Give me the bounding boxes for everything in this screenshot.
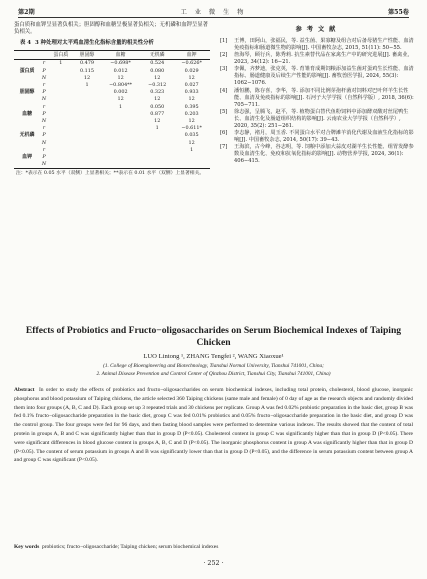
row-group-label [14,161,40,169]
table-cell: −0.312 [148,82,167,89]
table-cell: 0.029 [184,67,199,74]
statistic-label: P [42,154,46,161]
table-cell [74,132,100,139]
table-cell: 12 [117,96,124,103]
english-title: Effects of Probiotics and Fructo−oligosaccharides on Serum Biochemical Indexes of Taiping Chicken [25,325,402,348]
reference-number: [5] [220,108,228,115]
table-row [14,125,210,132]
table-cell [48,96,74,103]
statistic-label: r [42,82,46,89]
table-cell [48,147,74,154]
table-cell: 1 [119,103,123,110]
table-header-cell: 血糖 [100,51,141,60]
reference-number: [2] [220,52,228,59]
row-group-label [14,118,40,125]
table-cell: 0.050 [150,103,165,110]
statistic-label: r [42,125,46,132]
table-cell: 0.080 [150,67,165,74]
table-cell: 0.524 [150,60,165,67]
table-row [14,147,210,154]
table-header-cell [40,51,48,60]
table-cell: 0.027 [184,82,199,89]
table-cell [74,147,100,154]
table-cell: 0.002 [113,89,128,96]
table-cell: 0.323 [150,89,165,96]
table-cell [141,140,173,147]
table-header-cell: 蛋白质 [48,51,74,60]
statistic-label: P [42,89,46,96]
table-row [14,140,210,147]
table-header-cell [14,51,40,60]
table-cell: 0.203 [184,110,199,117]
table-cell [74,104,100,111]
table-cell: −0.626* [181,60,202,67]
table-cell [141,132,173,139]
row-group-label: 蛋白质 [19,67,35,74]
table-cell [100,132,141,139]
statistic-label: N [41,118,47,125]
table-cell: 12 [154,96,161,103]
table-row [14,75,210,82]
table-cell [100,161,141,169]
reference-number: [6] [220,129,228,136]
table-cell: 12 [188,118,195,125]
table-row [14,104,210,111]
table-caption [14,40,210,47]
table-cell [74,96,100,103]
abstract-text: In order to study the effects of probiotics and fructo−oligosaccharides on serum biochemical indexes, including total protein, cholesterol, blood glucose, inorganic phosphorus and blood potassium of Taiping chickens, the article selected 360 Taiping chickens (same male and female) of 0 day of age as the research objects and randomly divided them into four groups (A, B, C and D). Each group set up 3 repeated trials and 30 chickens per replicate. Group A was fed 0.02% probiotic preparation in the basic diet, group B was fed 0.1% fructo−oligosaccharide preparation in the basic diet, group C was fed 0.01% probiotics and 0.05% fructo−oligosaccharide preparation in the basic diet, and group D was the control group. The four groups were fed for 96 days, and then fasting blood samples were performed to determine various indexes. The results showed that the content of total protein in groups A, B and C was significantly higher than that in group D (P<0.05). Cholesterol content in group C was significantly higher than that in group D (P<0.05). There were significant differences in blood glucose content in groups A, B, C and D (P<0.05). The inorganic phosphorus content in group A was significantly higher than that in group D (P<0.05). The content of serum potassium in groups A and B was significantly lower than that in group D (P<0.05), and the difference in serum potassium content between group A and group C was significant (P<0.05). [14,387,413,464]
table-row [14,89,210,96]
table-header-row [14,51,210,60]
table-cell [100,147,141,154]
reference-text: 李佩，齐梦迪，张克英，等. 育雏育成期饲粮添加益生菌对蛋鸡生长性能、血清指标、肠道健康及后续生产性能的影响[J]. 畜牧兽医学报, 2024, 55(3): 1062−1076. [234,66,414,87]
table-cell: 1 [85,82,89,89]
table-cell: 0.035 [184,132,199,139]
affiliation-2: 2. Animal Disease Prevention and Control Center of Qinzhou District, Tianshui City, Tianshui 741001, China) [96,371,331,377]
row-group-label: 无机磷 [19,132,35,139]
table-row [14,161,210,169]
table-cell: 12 [117,74,124,81]
header-rule [18,17,409,18]
table-cell: 0.012 [113,67,128,74]
statistic-label: P [42,110,46,117]
journal-name: 工 业 微 生 物 [180,9,247,16]
table-cell [173,161,210,169]
table-row [14,60,210,68]
reference-text: 潘恒鹏，陈存喜，李华，等. 添加不同比例芽孢杆菌对饲料对巴叶拜羊生长性能、血清及免疫指标的影响[J]. 石河子大学学报（自然科学版）, 2018, 36(6): 705−711. [234,87,414,108]
table-cell: 0.479 [80,60,95,67]
row-group-label: 胆固醇 [19,89,35,96]
table-cell: 12 [188,139,195,146]
table-body [14,60,210,169]
reference-number: [1] [220,38,228,44]
volume-number: 第55卷 [388,9,409,16]
reference-item [220,66,416,87]
reference-text: 王博，田阿山，张福民，等. 益生菌、果寡糖及组合对后备母猪生产性能、血清免疫指标和肠道微生物的影响[J]. 中国畜牧杂志, 2015, 51(11): 50−55. [234,38,414,51]
reference-number: [4] [220,87,228,94]
reference-text: 王海滨，古今峰，谷志明，等. 饲粮中添加大蒜皮对湖羊生长性能、组胃发酵参数及血清生化、免疫和抗氧化指标的影响[J]. 动物营养学报, 2024, 36(1): 406−415. [234,144,414,165]
keywords [14,544,413,550]
left-column [14,22,210,178]
table-cell [74,118,100,125]
statistic-label: N [41,74,47,81]
table-caption-text: 3 种处理对太平鸡血清生化指标含量的相关性分析 [35,40,154,47]
table-cell [48,140,74,147]
row-group-label [14,96,40,103]
right-column [220,22,416,165]
correlation-table [14,50,210,169]
table-cell [100,140,141,147]
table-cell: 0.933 [184,89,199,96]
table-caption-number: 表 4 [20,40,32,47]
table-cell [74,140,100,147]
table-cell [173,154,210,161]
table-header-cell: 无机磷 [141,51,173,60]
table-cell: 1 [59,60,63,67]
reference-item [220,88,416,109]
table-cell [48,161,74,169]
table-cell [48,132,74,139]
affiliation-1: (1. College of Bioengineering and Biotechnology, Tianshui Normal University, Tianshui 741001, China; [103,363,324,369]
table-row [14,111,210,118]
table-cell [74,111,100,118]
authors: LUO Lintong ¹, ZHANG Tengfei ², WANG Xiaoxue¹ [143,353,284,360]
references-title: 参考文献 [295,26,341,33]
table-cell [100,125,141,132]
keywords-text: probiotics; fructo−oligosaccharide; Taiping chicken; serum biochemical indexes [41,544,219,550]
table-cell [100,118,141,125]
table-cell [48,118,74,125]
reference-number: [7] [220,144,228,151]
table-cell [74,161,100,169]
table-cell: 0.115 [80,67,95,74]
table-cell: 12 [188,96,195,103]
table-row [14,118,210,125]
reference-item [220,144,416,165]
issue-number: 第2期 [18,9,35,16]
table-cell [74,89,100,96]
reference-text: 李志静，褚月，周玉香. 不同蛋白水平对合牌滩羊消化代谢及血液生化指标的影响[J]. 中国畜牧杂志, 2014, 50(17): 39−43. [234,129,414,143]
row-group-label [14,147,40,154]
table-cell: 0.877 [150,110,165,117]
statistic-label: N [41,161,47,168]
table-cell [48,154,74,161]
table-cell: 12 [188,74,195,81]
table-cell: 12 [83,74,91,81]
reference-item [220,38,416,52]
statistic-label: N [41,96,47,103]
table-row [14,154,210,161]
table-cell: 12 [154,118,161,125]
abstract-label: Abstract [14,387,35,393]
statistic-label: r [42,103,46,110]
table-cell [141,161,173,169]
table-cell [48,75,74,82]
table-cell [141,154,173,161]
table-cell: 0.395 [184,103,199,110]
abstract [14,386,413,465]
table-cell [100,154,141,161]
statistic-label: r [42,146,46,153]
reference-text: 詹海琴，顾行兵，陈秀莉. 抗生素替代品在家禽生产中的研究进展[J]. 畜禽业, 2023, 34(12): 16−21. [234,52,410,66]
table-cell: 1 [155,125,159,132]
table-cell [100,111,141,118]
reference-item [220,130,416,144]
row-group-label: 血糖 [22,110,32,117]
table-row [14,68,210,75]
row-group-label [14,140,40,147]
table-header-cell: 血钾 [173,51,210,60]
statistic-label: r [42,60,46,67]
statistic-label: P [42,67,46,74]
table-cell: −0.804** [109,82,133,89]
reference-number: [3] [220,66,228,73]
table-row [14,96,210,103]
statistic-label: N [41,139,47,146]
row-group-label: 血钾 [22,154,32,161]
row-group-label [14,60,40,68]
references-list [220,38,416,165]
table-header-cell: 胆固醇 [74,51,100,60]
table-row [14,82,210,89]
reference-item [220,52,416,66]
table-cell [48,125,74,132]
table-cell [48,111,74,118]
table-cell: 12 [154,74,161,81]
statistic-label: P [42,132,46,139]
table-cell [48,82,74,89]
row-group-label [14,75,40,82]
table-cell [141,147,173,154]
table-cell [74,154,100,161]
table-cell: −0.698* [110,60,131,67]
table-cell [48,104,74,111]
reference-item [220,109,416,130]
table-note: 注：*表示在 0.05 水平（双侧）上显著相关；**表示在 0.01 水平（双侧）上显著相关。 [16,171,205,177]
table-row [14,132,210,139]
keywords-label: Key words [14,544,40,550]
page-number: · 252 · [203,559,224,567]
table-cell [48,89,74,96]
table-cell [48,68,74,75]
reference-text: 徐志强，呈腾飞，赵平，等. 植物蛋白替代鱼粉饲料中添加酵双酸对丝尾鸭生长、血清生化及肠道组织结构的影响[J]. 云南农业大学学报（自然科学）, 2020, 35(2): 251−261. [234,108,409,129]
table-cell [74,125,100,132]
table-cell: −0.611* [181,125,202,132]
row-group-label [14,104,40,111]
table-cell: 1 [190,146,194,153]
intro-paragraph: 蛋白质和血钾呈显著负相关；胆固醇和血糖呈极显著负相关；无机磷和血钾呈显著负相关。 [14,22,209,36]
